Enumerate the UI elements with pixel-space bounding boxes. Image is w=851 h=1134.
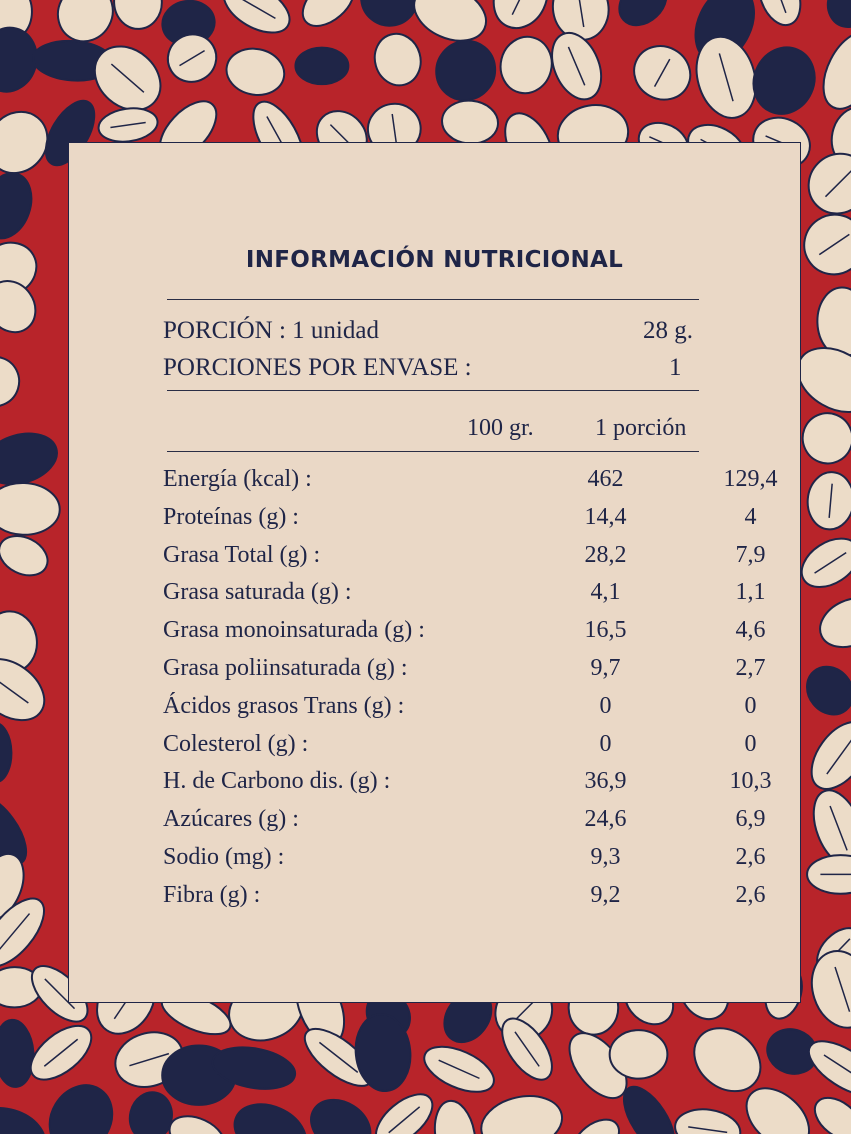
nutrition-row <box>163 881 766 918</box>
nutrient-label: H. de Carbono dis. (g) : <box>163 768 391 795</box>
nut-shape <box>565 1111 626 1134</box>
value-per-portion: 0 <box>744 692 757 719</box>
nutrient-label: Ácidos grasos Trans (g) : <box>163 692 405 719</box>
value-per-portion: 1,1 <box>735 579 766 606</box>
nutrient-label: Azúcares (g) : <box>163 806 299 833</box>
nut-shape <box>215 0 297 43</box>
value-per-portion: 6,9 <box>735 806 766 833</box>
value-per-100g: 24,6 <box>584 806 627 833</box>
nut-shape <box>751 0 808 31</box>
value-per-100g: 9,7 <box>590 655 621 681</box>
leaf-shape <box>424 29 507 112</box>
value-per-portion: 4,6 <box>735 617 766 644</box>
nutrition-panel <box>68 142 801 1003</box>
nutrition-row <box>163 503 757 540</box>
nut-shape <box>802 943 851 1036</box>
leaf-shape <box>295 48 348 85</box>
value-per-100g: 9,3 <box>590 844 621 870</box>
leaf-shape <box>301 1089 380 1134</box>
leaf-shape <box>0 1019 36 1089</box>
nutrition-row <box>163 730 757 767</box>
value-per-100g: 14,4 <box>584 503 627 530</box>
portion-label: PORCIÓN : 1 unidad <box>163 317 379 344</box>
nutrition-row <box>163 655 766 691</box>
nut-shape <box>812 22 851 118</box>
value-per-portion: 0 <box>744 730 757 757</box>
nutrition-row <box>163 579 766 615</box>
value-per-portion: 4 <box>744 503 757 530</box>
nut-shape <box>113 0 163 30</box>
value-per-100g: 16,5 <box>584 617 627 644</box>
nut-shape <box>795 405 851 471</box>
value-per-100g: 0 <box>599 730 612 757</box>
leaf-shape <box>0 722 12 782</box>
nutrient-label: Proteínas (g) : <box>163 503 299 530</box>
nut-shape <box>430 1098 481 1134</box>
nutrition-row <box>163 844 766 880</box>
nut-shape <box>793 203 851 286</box>
nut-shape <box>163 1108 231 1134</box>
nut-shape <box>0 351 25 412</box>
nut-shape <box>0 528 54 583</box>
leaf-shape <box>610 0 676 35</box>
nutrient-label: Colesterol (g) : <box>163 730 309 757</box>
leaf-shape <box>358 0 420 28</box>
nut-shape <box>807 1089 851 1134</box>
nut-shape <box>495 31 558 98</box>
nutrient-label: Energía (kcal) : <box>163 466 312 492</box>
nut-shape <box>369 28 427 90</box>
value-per-100g: 9,2 <box>590 881 621 908</box>
leaf-shape <box>743 38 825 124</box>
portion-value: 28 g. <box>643 317 693 344</box>
leaf-shape <box>226 1094 315 1134</box>
value-per-portion: 129,4 <box>723 466 778 492</box>
leaf-shape <box>0 425 63 492</box>
nut-shape <box>476 1088 568 1134</box>
value-per-100g: 28,2 <box>584 541 627 568</box>
nut-shape <box>367 1085 441 1134</box>
panel-title: INFORMACIÓN NUTRICIONAL <box>245 247 624 273</box>
nutrition-row <box>163 541 766 578</box>
leaf-shape <box>37 1074 124 1134</box>
nutrient-label: Grasa saturada (g) : <box>163 579 352 606</box>
nut-shape <box>440 98 500 146</box>
divider-header <box>167 451 699 452</box>
nutrient-label: Sodio (mg) : <box>163 844 285 870</box>
column-header-100g: 100 gr. <box>467 415 534 441</box>
nutrient-label: Fibra (g) : <box>163 881 261 908</box>
nutrition-row <box>163 466 778 502</box>
value-per-100g: 4,1 <box>590 579 621 606</box>
value-per-100g: 36,9 <box>584 768 627 795</box>
nut-shape <box>484 0 557 37</box>
nutrient-label: Grasa Total (g) : <box>163 541 321 568</box>
portions-per-package-label: PORCIONES POR ENVASE : <box>163 354 472 381</box>
value-per-100g: 0 <box>599 692 612 719</box>
leaf-shape <box>823 0 851 32</box>
value-per-portion: 2,7 <box>735 655 766 681</box>
nutrient-label: Grasa poliinsaturada (g) : <box>163 655 408 681</box>
column-header-portion: 1 porción <box>595 415 687 441</box>
nut-shape <box>223 44 289 100</box>
nutrition-row <box>163 806 766 842</box>
nut-shape <box>294 0 363 35</box>
value-per-portion: 10,3 <box>729 768 772 795</box>
value-per-portion: 2,6 <box>735 844 766 870</box>
nut-shape <box>816 287 851 358</box>
leaf-shape <box>0 1099 52 1134</box>
nutrition-row <box>163 692 757 729</box>
value-per-portion: 2,6 <box>735 881 766 908</box>
nutrition-row <box>163 768 772 804</box>
nutrient-label: Grasa monoinsaturada (g) : <box>163 617 425 644</box>
value-per-portion: 7,9 <box>735 541 766 568</box>
nutrition-row <box>163 617 766 653</box>
divider-top <box>167 299 699 300</box>
divider-serving <box>167 390 699 391</box>
leaf-shape <box>0 167 40 246</box>
value-per-100g: 462 <box>587 466 624 492</box>
nut-shape <box>610 1030 668 1079</box>
portions-per-package-value: 1 <box>669 354 682 381</box>
nut-shape <box>0 482 61 536</box>
